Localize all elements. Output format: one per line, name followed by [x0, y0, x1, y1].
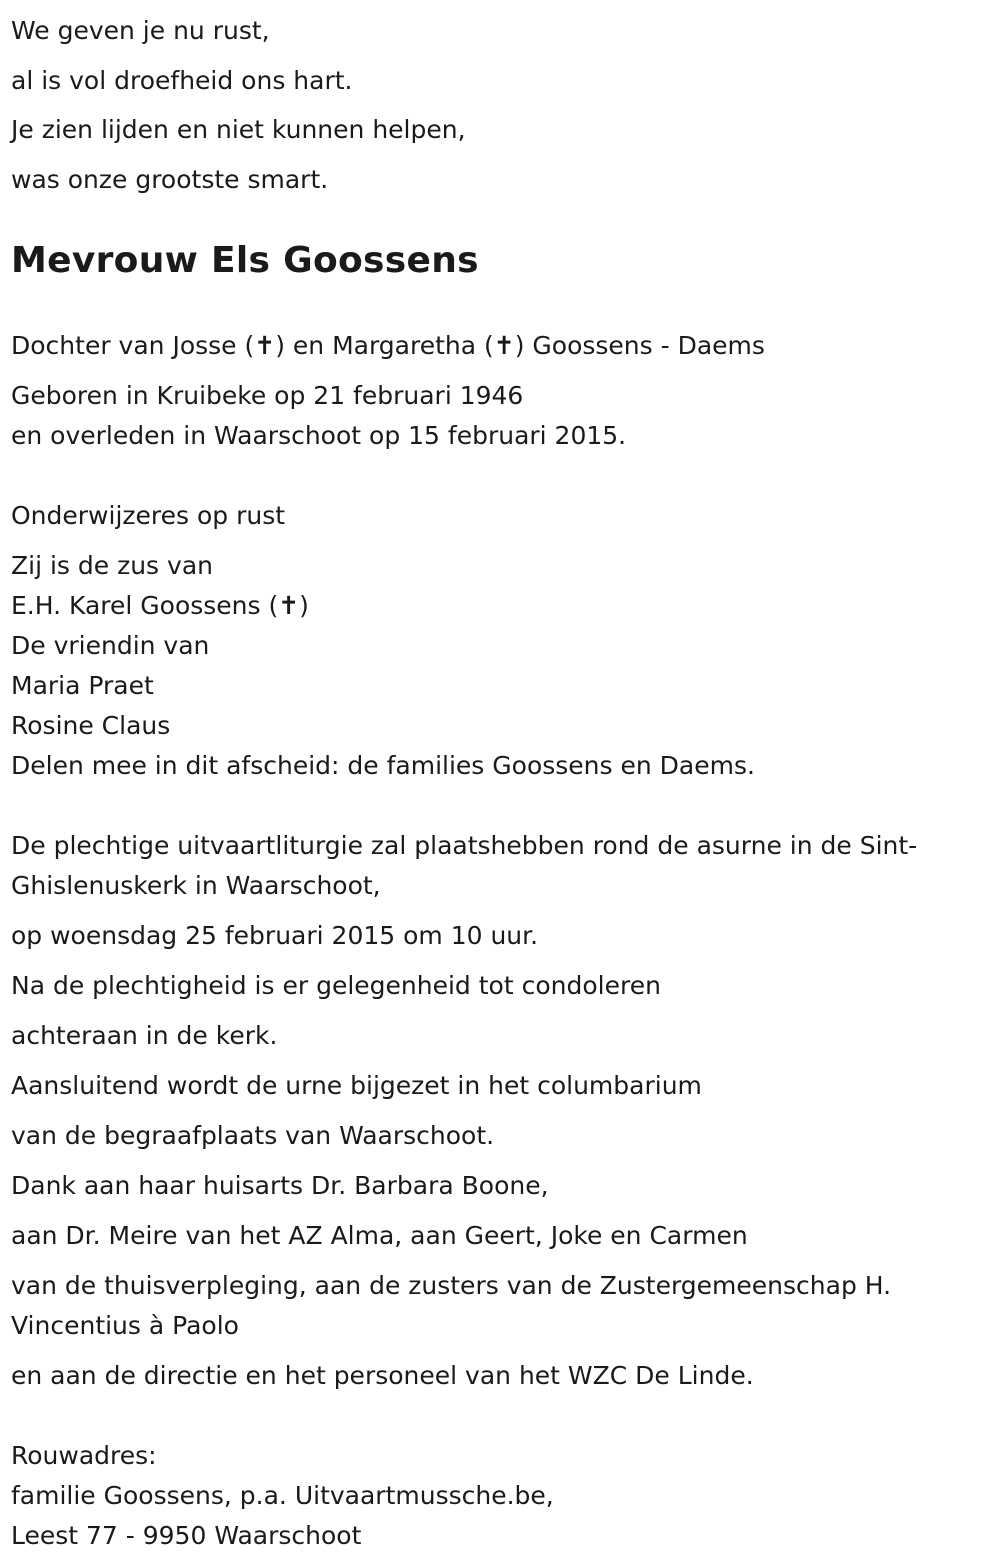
ceremony-line: Aansluitend wordt de urne bijgezet in het columbarium: [11, 1071, 702, 1100]
birth-line: Geboren in Kruibeke op 21 februari 1946: [11, 381, 524, 410]
death-notice: [11, 0, 986, 1556]
ceremony-line: Na de plechtigheid is er gelegenheid tot condoleren: [11, 971, 661, 1000]
address-line: Leest 77 - 9950 Waarschoot: [11, 1521, 362, 1550]
poem: [11, 6, 986, 204]
family-line: Zij is de zus van: [11, 551, 213, 580]
ceremony-line: aan Dr. Meire van het AZ Alma, aan Geert, Joke en Carmen: [11, 1221, 748, 1250]
poem-line: was onze grootste smart.: [11, 164, 329, 194]
parents-line: [11, 326, 986, 366]
family-line: De vriendin van: [11, 631, 210, 660]
address-line: familie Goossens, p.a. Uitvaartmussche.be,: [11, 1481, 554, 1510]
family-line: Delen mee in dit afscheid: de families Goossens en Daems.: [11, 751, 755, 780]
death-line: en overleden in Waarschoot op 15 februari 2015.: [11, 421, 627, 450]
occupation: Onderwijzeres op rust: [11, 501, 286, 530]
family-line: Maria Praet: [11, 671, 154, 700]
ceremony-line: Dank aan haar huisarts Dr. Barbara Boone,: [11, 1171, 549, 1200]
occupation-block: [11, 496, 986, 536]
poem-line: Je zien lijden en niet kunnen helpen,: [11, 115, 466, 144]
ceremony-line: van de begraafplaats van Waarschoot.: [11, 1121, 495, 1150]
thanks-wrap: van de thuisverpleging, aan de zusters van de Zustergemeenschap H. Vincentius à Paolo: [11, 1271, 892, 1340]
deceased-name: Mevrouw Els Goossens: [11, 240, 479, 281]
thanks-end: en aan de directie en het personeel van het WZC De Linde.: [11, 1361, 754, 1390]
ceremony-line: achteraan in de kerk.: [11, 1021, 278, 1050]
address-block: [11, 1436, 986, 1556]
ceremony-intro: De plechtige uitvaartliturgie zal plaatshebben rond de asurne in de Sint-Ghislenuskerk in Waarschoot,: [11, 831, 918, 900]
family-line: Rosine Claus: [11, 711, 171, 740]
poem-line: We geven je nu rust,: [11, 16, 270, 45]
family-block: [11, 546, 986, 786]
parents: Dochter van Josse (✝) en Margaretha (✝) Goossens - Daems: [11, 331, 765, 360]
ceremony-line: op woensdag 25 februari 2015 om 10 uur.: [11, 921, 539, 950]
address-line: Rouwadres:: [11, 1441, 157, 1470]
ceremony-block: [11, 826, 986, 1396]
poem-line: al is vol droefheid ons hart.: [11, 65, 353, 95]
dates-block: [11, 376, 986, 456]
family-line: E.H. Karel Goossens (✝): [11, 591, 309, 620]
